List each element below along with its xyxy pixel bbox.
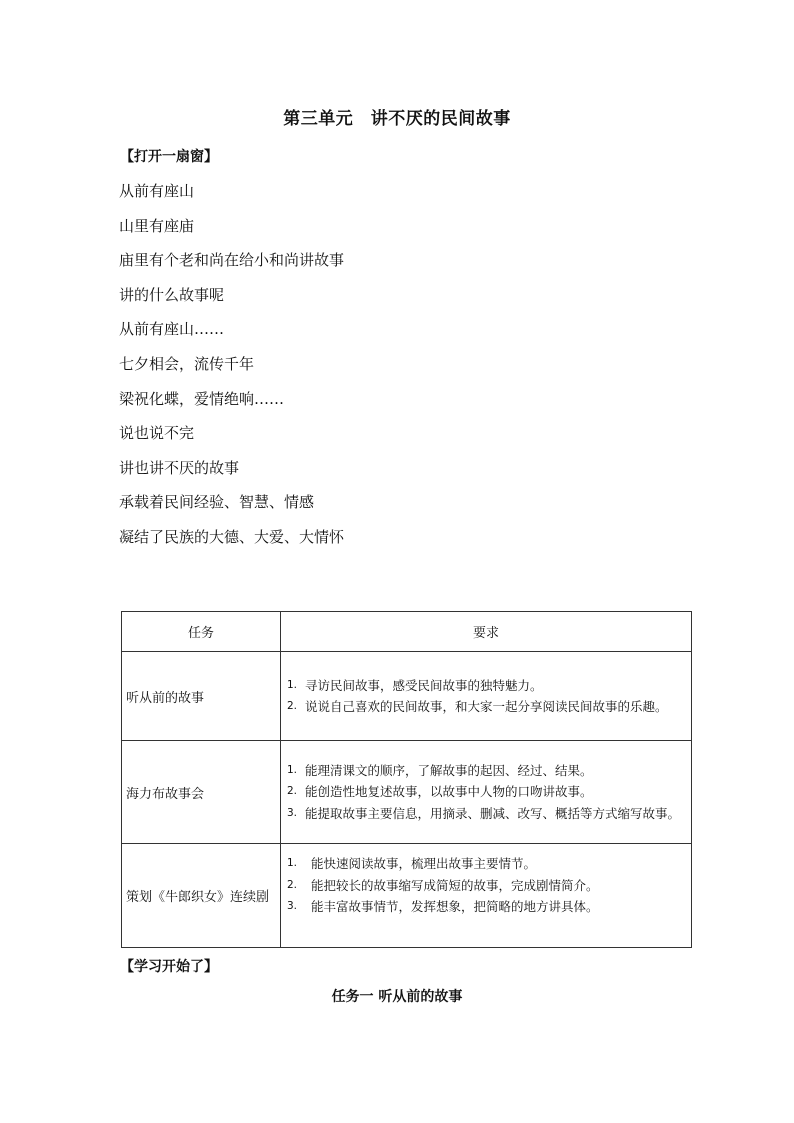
table-row (122, 844, 692, 948)
requirement-text: 能创造性地复述故事，以故事中人物的口吻讲故事。 (305, 784, 593, 800)
task-name: 听从前的故事 (122, 652, 281, 741)
task-table (121, 611, 692, 948)
section-heading-open-window: 【打开一扇窗】 (120, 149, 218, 165)
requirement-number: 2. (287, 785, 298, 798)
requirement-text: 能快速阅读故事，梳理出故事主要情节。 (311, 856, 537, 871)
requirement-number: 3. (287, 806, 298, 819)
requirement-list (287, 675, 685, 718)
requirement-cell (281, 844, 692, 948)
requirement-cell (281, 652, 692, 741)
task-name: 策划《牛郎织女》连续剧 (122, 844, 281, 948)
requirement-text: 能理清课文的顺序，了解故事的起因、经过、结果。 (305, 762, 593, 778)
requirement-item (287, 896, 685, 918)
requirement-number: 3. (287, 900, 298, 912)
requirement-text: 能把较长的故事缩写成简短的故事，完成剧情简介。 (311, 877, 599, 893)
table-header-row (122, 612, 692, 652)
page-title: 第三单元 讲不厌的民间故事 (283, 109, 511, 129)
requirement-number: 1. (287, 857, 298, 869)
header-task: 任务 (122, 612, 281, 652)
requirement-number: 1. (287, 678, 298, 691)
poem-line: 凝结了民族的大德、大爱、大情怀 (119, 527, 345, 546)
poem (119, 179, 344, 560)
requirement-number: 2. (287, 700, 298, 712)
poem-line: 讲也讲不厌的故事 (119, 458, 240, 477)
poem-line: 讲的什么故事呢 (119, 285, 225, 304)
header-requirement: 要求 (281, 612, 692, 652)
requirement-text: 寻访民间故事，感受民间故事的独特魅力。 (305, 677, 543, 693)
requirement-item (287, 760, 685, 782)
poem-line: 山里有座庙 (119, 216, 195, 235)
task-name: 海力布故事会 (122, 741, 281, 844)
section-heading-learning-start: 【学习开始了】 (120, 959, 218, 975)
poem-line: 承载着民间经验、智慧、情感 (119, 493, 315, 512)
requirement-text: 能丰富故事情节，发挥想象，把简略的地方讲具体。 (311, 899, 599, 914)
requirement-list (287, 760, 685, 825)
requirement-item (287, 803, 685, 825)
poem-line: 七夕相会，流传千年 (119, 354, 255, 373)
requirement-text: 说说自己喜欢的民间故事，和大家一起分享阅读民间故事的乐趣。 (305, 699, 668, 714)
requirement-item (287, 675, 685, 697)
subtask-title: 任务一 听从前的故事 (331, 989, 463, 1005)
poem-line: 从前有座山…… (119, 320, 225, 339)
poem-line: 梁祝化蝶，爱情绝响…… (119, 389, 285, 408)
requirement-item (287, 853, 685, 875)
requirement-item (287, 875, 685, 897)
requirement-item (287, 696, 685, 718)
poem-line: 从前有座山 (119, 182, 195, 200)
table-row (122, 652, 692, 741)
requirement-item (287, 781, 685, 803)
poem-line: 庙里有个老和尚在给小和尚讲故事 (119, 251, 345, 270)
requirement-cell (281, 741, 692, 844)
requirement-number: 2. (287, 878, 298, 891)
requirement-text: 能提取故事主要信息，用摘录、删减、改写、概括等方式缩写故事。 (305, 805, 681, 821)
table-row (122, 741, 692, 844)
requirement-list (287, 853, 685, 918)
poem-line: 说也说不完 (119, 424, 195, 443)
requirement-number: 1. (287, 763, 298, 776)
